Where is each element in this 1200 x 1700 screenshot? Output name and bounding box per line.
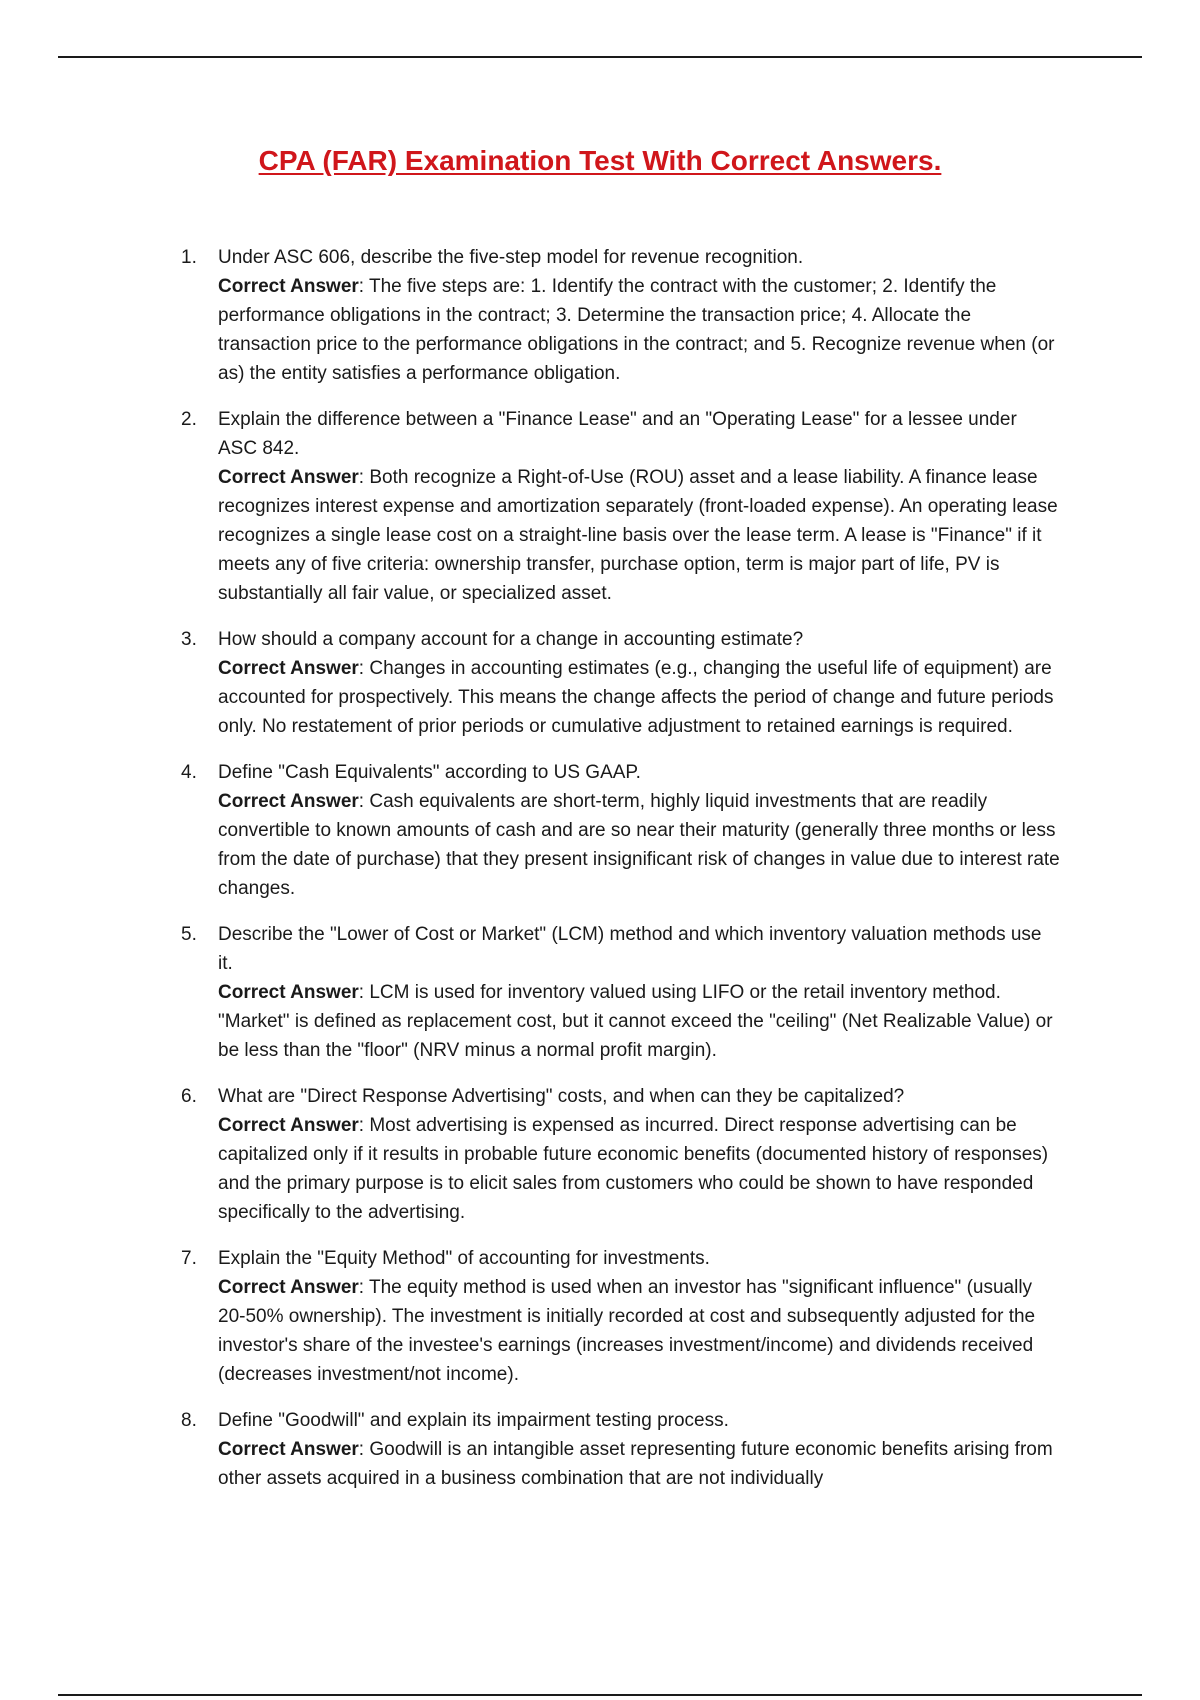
question-text: Describe the "Lower of Cost or Market" (LCM) method and which inventory valuation methods use it.	[218, 924, 1042, 974]
question-number: 1.	[181, 247, 197, 268]
answer-block	[218, 1273, 1060, 1389]
question-number: 3.	[181, 629, 197, 650]
question-number: 7.	[181, 1248, 197, 1269]
answer-label: Correct Answer	[218, 791, 359, 812]
answer-label: Correct Answer	[218, 276, 359, 297]
question-text: Explain the "Equity Method" of accounting for investments.	[218, 1248, 710, 1269]
question-number: 2.	[181, 409, 197, 430]
answer-label: Correct Answer	[218, 982, 359, 1003]
question-number: 4.	[181, 762, 197, 783]
question-text: Define "Goodwill" and explain its impairment testing process.	[218, 1410, 729, 1431]
top-rule	[58, 56, 1142, 58]
question-item	[0, 1082, 1200, 1227]
question-item	[0, 1244, 1200, 1389]
question-item	[0, 758, 1200, 903]
answer-label: Correct Answer	[218, 658, 359, 679]
question-number: 8.	[181, 1410, 197, 1431]
question-list	[0, 243, 1200, 1510]
answer-block	[218, 272, 1060, 388]
question-number: 6.	[181, 1086, 197, 1107]
bottom-rule	[58, 1694, 1142, 1696]
question-item	[0, 920, 1200, 1065]
answer-text: : Cash equivalents are short-term, highly liquid investments that are readily convertible to known amounts of cash and are so near their maturity (generally three months or less from the date of purchase) that they present insignificant risk of changes in value due to interest rate changes.	[218, 791, 1060, 899]
answer-label: Correct Answer	[218, 1439, 359, 1460]
answer-label: Correct Answer	[218, 1277, 359, 1298]
document-title: CPA (FAR) Examination Test With Correct Answers.	[258, 145, 942, 176]
question-text: Under ASC 606, describe the five-step model for revenue recognition.	[218, 247, 804, 268]
answer-text: : The five steps are: 1. Identify the contract with the customer; 2. Identify the performance obligations in the contract; 3. Determine the transaction price; 4. Allocate the transaction price to the performance obligations in the contract; and 5. Recognize revenue when (or as) the entity satisfies a performance obligation.	[218, 276, 1055, 384]
answer-text: : Goodwill is an intangible asset representing future economic benefits arising from other assets acquired in a business combination that are not individually	[218, 1439, 1053, 1489]
answer-label: Correct Answer	[218, 1115, 359, 1136]
question-text: Define "Cash Equivalents" according to US GAAP.	[218, 762, 641, 783]
answer-block	[218, 463, 1060, 608]
question-item	[0, 1406, 1200, 1493]
answer-text: : The equity method is used when an investor has "significant influence" (usually 20-50% ownership). The investment is initially recorded at cost and subsequently adjusted for the investor's share of the investee's earnings (increases investment/income) and dividends received (decreases investment/not income).	[218, 1277, 1036, 1385]
answer-label: Correct Answer	[218, 467, 359, 488]
question-item	[0, 625, 1200, 741]
question-text: How should a company account for a change in accounting estimate?	[218, 629, 804, 650]
answer-text: : Both recognize a Right-of-Use (ROU) asset and a lease liability. A finance lease recognizes interest expense and amortization separately (front-loaded expense). An operating lease recognizes a single lease cost on a straight-line basis over the lease term. A lease is "Finance" if it meets any of five criteria: ownership transfer, purchase option, term is major part of life, PV is substantially all fair value, or specialized asset.	[218, 467, 1058, 604]
question-item	[0, 243, 1200, 388]
answer-text: : Changes in accounting estimates (e.g., changing the useful life of equipment) are accounted for prospectively. This means the change affects the period of change and future periods only. No restatement of prior periods or cumulative adjustment to retained earnings is required.	[218, 658, 1054, 737]
question-item	[0, 405, 1200, 608]
answer-block	[218, 1435, 1060, 1493]
answer-block	[218, 654, 1060, 741]
question-text: What are "Direct Response Advertising" costs, and when can they be capitalized?	[218, 1086, 905, 1107]
answer-block	[218, 1111, 1060, 1227]
question-text: Explain the difference between a "Finance Lease" and an "Operating Lease" for a lessee under ASC 842.	[218, 409, 1017, 459]
answer-text: : LCM is used for inventory valued using LIFO or the retail inventory method. "Market" is defined as replacement cost, but it cannot exceed the "ceiling" (Net Realizable Value) or be less than the "floor" (NRV minus a normal profit margin).	[218, 982, 1053, 1061]
answer-block	[218, 787, 1060, 903]
answer-block	[218, 978, 1060, 1065]
answer-text: : Most advertising is expensed as incurred. Direct response advertising can be capitalized only if it results in probable future economic benefits (documented history of responses) and the primary purpose is to elicit sales from customers who could be shown to have responded specifically to the advertising.	[218, 1115, 1049, 1223]
question-number: 5.	[181, 924, 197, 945]
